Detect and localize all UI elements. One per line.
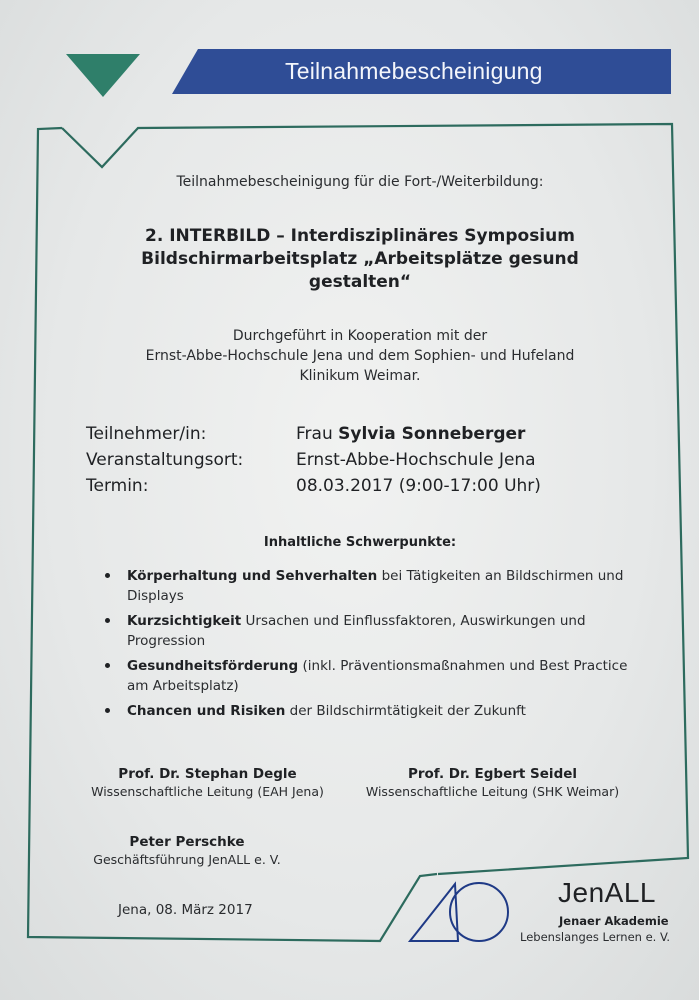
focus-heading: Inhaltliche Schwerpunkte:: [263, 535, 457, 550]
participant-name: Sylvia Sonneberger: [338, 424, 526, 444]
participant-row: Teilnehmer/in: Frau Sylvia Sonneberger: [86, 424, 526, 444]
list-item: Körperhaltung und Sehverhalten bei Tätigkeiten an Bildschirmen und Displays: [105, 566, 645, 606]
focus-list: [105, 566, 645, 726]
logo-subtitle-2: Lebenslanges Lernen e. V.: [520, 930, 671, 944]
venue-row: Veranstaltungsort: Ernst-Abbe-Hochschule Jena: [86, 450, 536, 470]
signature-degle: Prof. Dr. Stephan Degle Wissenschaftliche Leitung (EAH Jena): [91, 766, 324, 799]
list-item: Gesundheitsförderung (inkl. Präventionsmaßnahmen und Best Practice am Arbeitsplatz): [105, 656, 645, 696]
header-triangle-icon: [66, 54, 140, 97]
date-row: Termin: 08.03.2017 (9:00-17:00 Uhr): [86, 476, 541, 496]
list-item: Kurzsichtigkeit Ursachen und Einflussfaktoren, Auswirkungen und Progression: [105, 611, 645, 651]
bullet-icon: [105, 618, 110, 623]
logo-subtitle: Jenaer Akademie: [559, 914, 669, 928]
bullet-icon: [105, 708, 110, 713]
intro-text: Teilnahmebescheinigung für die Fort-/Weiterbildung:: [176, 174, 544, 190]
bullet-icon: [105, 573, 110, 578]
logo-name: JenALL: [558, 877, 656, 908]
place-date: Jena, 08. März 2017: [118, 902, 253, 918]
cooperation-text: Durchgeführt in Kooperation mit der Ernst-Abbe-Hochschule Jena und dem Sophien- und Hufeland Klinikum Weimar.: [145, 328, 575, 384]
event-title: 2. INTERBILD – Interdisziplinäres Symposium Bildschirmarbeitsplatz „Arbeitsplätze gesund gestalten“: [141, 226, 579, 292]
details-table: [86, 421, 541, 499]
bullet-icon: [105, 663, 110, 668]
list-item: Chancen und Risiken der Bildschirmtätigkeit der Zukunft: [105, 701, 645, 721]
signature-perschke: Peter Perschke Geschäftsführung JenALL e. V.: [93, 834, 281, 867]
jenall-logo-icon: [410, 883, 508, 941]
signature-seidel: Prof. Dr. Egbert Seidel Wissenschaftliche Leitung (SHK Weimar): [365, 766, 620, 799]
banner-title: Teilnahmebescheinigung: [285, 58, 543, 84]
